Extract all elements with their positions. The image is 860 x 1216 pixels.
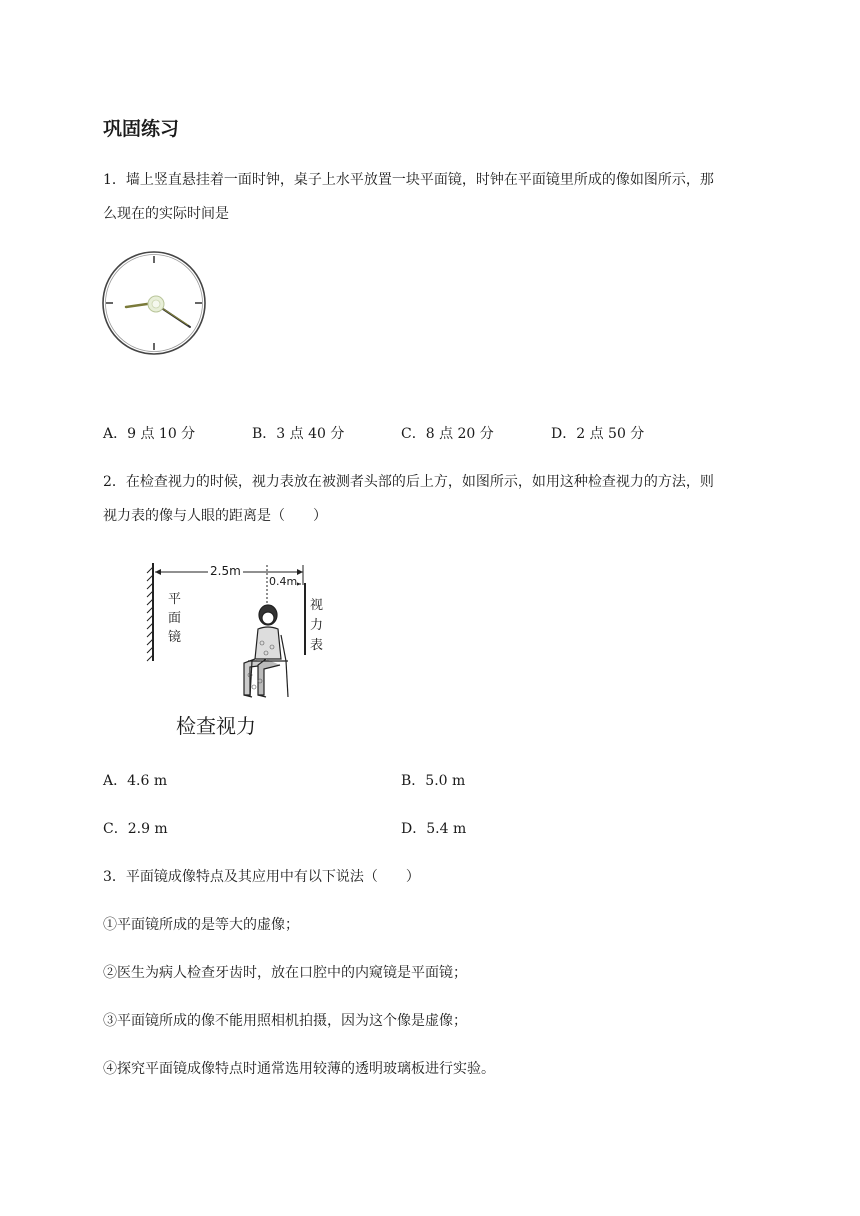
q3-item-3: ③平面镜所成的像不能用照相机拍摄，因为这个像是虚像； (103, 1013, 467, 1029)
q3-item-2: ②医生为病人检查牙齿时，放在口腔中的内窥镜是平面镜； (103, 965, 467, 981)
q3-item-1: ①平面镜所成的是等大的虚像； (103, 917, 299, 933)
q2-stem-line1: 2．在检查视力的时候，视力表放在被测者头部的后上方，如图所示，如用这种检查视力的方法，则 (103, 474, 714, 490)
q2-option-a: A．4.6 m (103, 773, 168, 789)
q1-option-b: B．3 点 40 分 (252, 426, 345, 442)
q2-option-d: D．5.4 m (401, 821, 467, 837)
figure-caption: 检查视力 (176, 714, 256, 738)
q1-stem-line1: 1．墙上竖直悬挂着一面时钟，桌子上水平放置一块平面镜，时钟在平面镜里所成的像如图所示，那 (103, 172, 714, 188)
mirror-label-2: 面 (168, 611, 182, 626)
dist-small-label: 0.4m (269, 575, 298, 588)
q1-option-c: C．8 点 20 分 (401, 426, 494, 442)
mirror-label-1: 平 (168, 592, 182, 607)
chart-label-1: 视 (310, 598, 324, 613)
mirror-label-3: 镜 (168, 630, 182, 645)
q2-stem-line2: 视力表的像与人眼的距离是（ ） (103, 508, 327, 524)
dist-total-label: 2.5m (210, 564, 241, 578)
q1-option-d: D．2 点 50 分 (551, 426, 645, 442)
q1-option-a: A．9 点 10 分 (103, 426, 196, 442)
section-title: 巩固练习 (103, 118, 180, 140)
q3-item-4: ④探究平面镜成像特点时通常选用较薄的透明玻璃板进行实验。 (103, 1061, 495, 1077)
q3-stem: 3．平面镜成像特点及其应用中有以下说法（ ） (103, 869, 420, 885)
chart-label-2: 力 (310, 618, 324, 633)
q1-stem-line2: 么现在的实际时间是 (103, 206, 229, 222)
clock-mirror-image-icon (100, 250, 208, 356)
chart-label-3: 表 (310, 638, 324, 653)
q2-option-c: C．2.9 m (103, 821, 168, 837)
q2-option-b: B．5.0 m (401, 773, 466, 789)
